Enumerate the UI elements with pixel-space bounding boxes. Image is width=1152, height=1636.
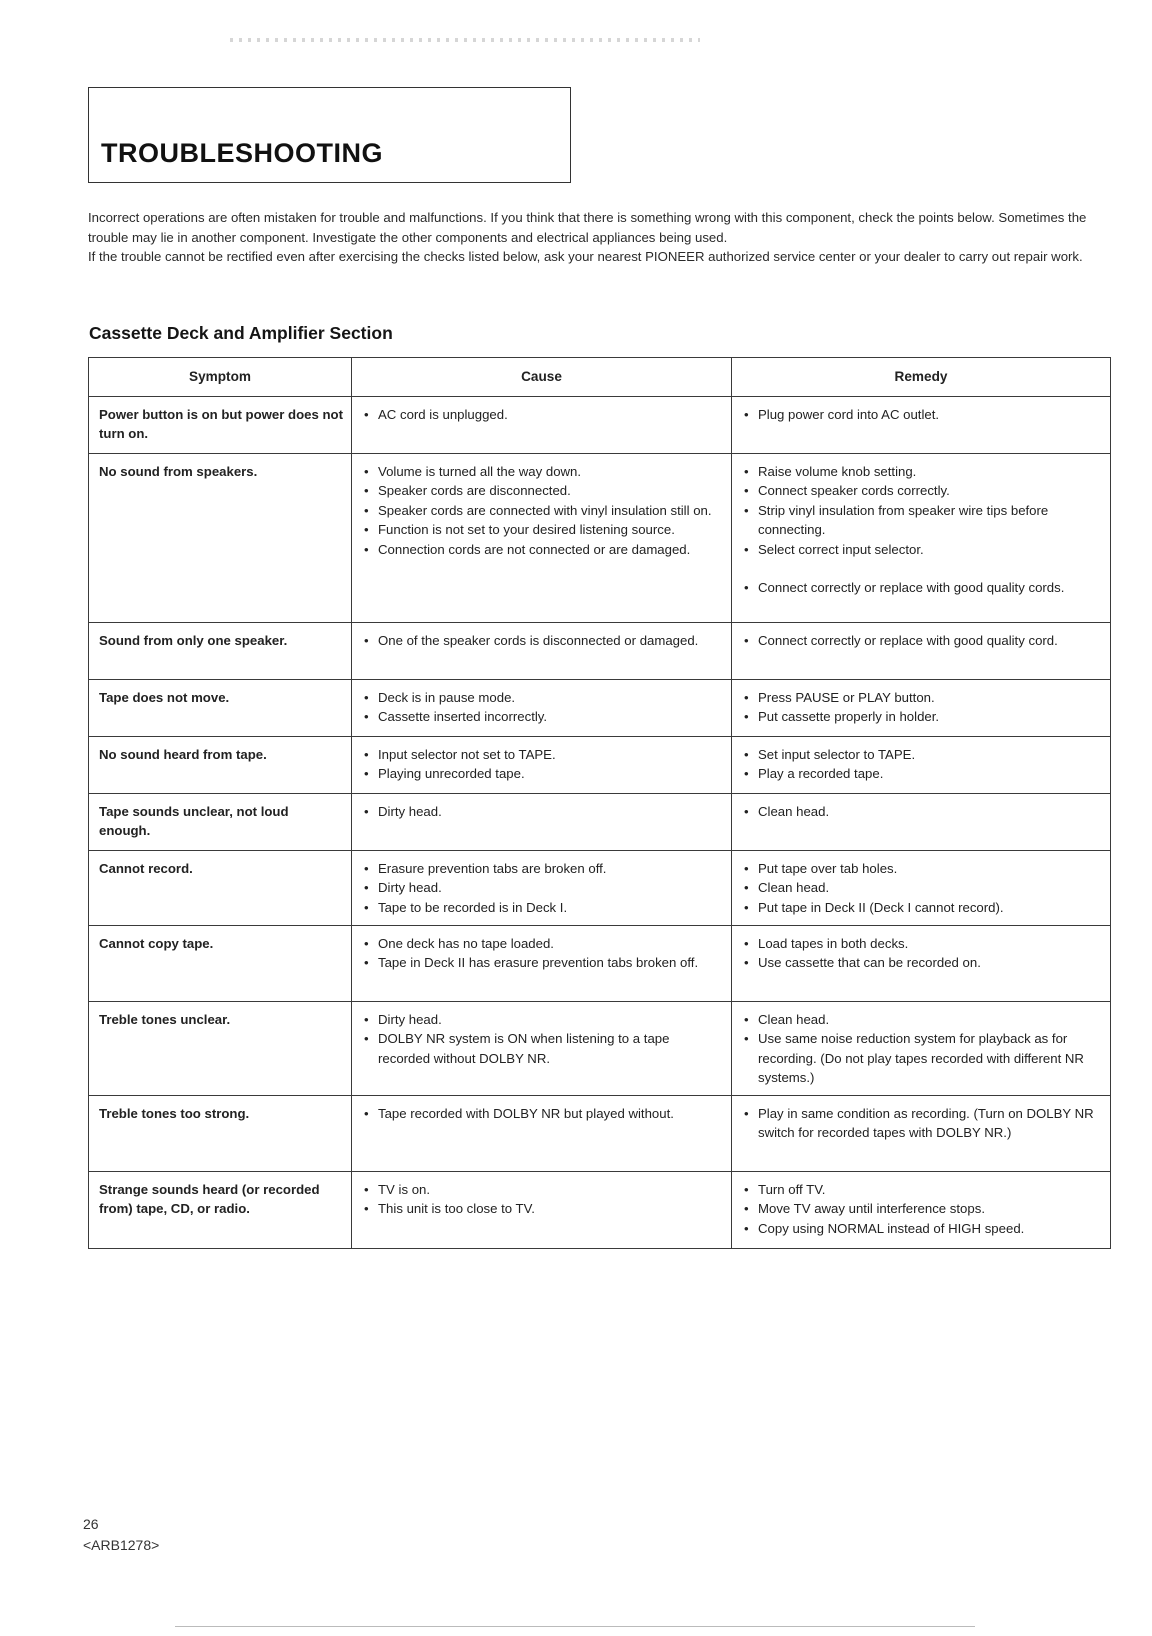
remedy-cell [732, 737, 1111, 794]
table-row [89, 680, 1111, 737]
symptom-cell: Tape does not move. [89, 680, 352, 737]
remedy-list [744, 802, 1102, 821]
cause-item: • Deck is in pause mode. [364, 688, 723, 707]
cause-cell [352, 737, 732, 794]
cause-item: • Dirty head. [364, 878, 723, 897]
remedy-list [744, 405, 1102, 424]
remedy-item: • Connect correctly or replace with good quality cords. [744, 578, 1102, 597]
cause-item: • Dirty head. [364, 802, 723, 821]
symptom-cell: No sound heard from tape. [89, 737, 352, 794]
intro-paragraph-2: If the trouble cannot be rectified even after exercising the checks listed below, ask your nearest PIONEER authorized service center or your dealer to carry out repair work. [88, 249, 1083, 265]
cause-item: • One of the speaker cords is disconnected or damaged. [364, 631, 723, 650]
remedy-list [744, 631, 1102, 650]
bottom-rule [175, 1626, 975, 1627]
table-row [89, 454, 1111, 623]
cause-list [364, 859, 723, 917]
cause-item: • Speaker cords are connected with vinyl insulation still on. [364, 501, 723, 520]
remedy-list [744, 1104, 1102, 1143]
table-row [89, 1096, 1111, 1172]
cause-item: • DOLBY NR system is ON when listening to a tape recorded without DOLBY NR. [364, 1029, 723, 1068]
header-cause: Cause [352, 358, 732, 397]
symptom-cell: Tape sounds unclear, not loud enough. [89, 794, 352, 851]
table-row [89, 737, 1111, 794]
cause-list [364, 688, 723, 727]
cause-item: • Dirty head. [364, 1010, 723, 1029]
symptom-cell: Treble tones unclear. [89, 1002, 352, 1096]
page-footer [83, 1514, 159, 1556]
page-number: 26 [83, 1516, 99, 1532]
remedy-item: • Copy using NORMAL instead of HIGH speed. [744, 1219, 1102, 1238]
remedy-item: • Clean head. [744, 878, 1102, 897]
cause-list [364, 405, 723, 424]
remedy-list [744, 462, 1102, 597]
remedy-item: • Put cassette properly in holder. [744, 707, 1102, 726]
remedy-item: • Turn off TV. [744, 1180, 1102, 1199]
cause-item: • Connection cords are not connected or are damaged. [364, 540, 723, 559]
remedy-list [744, 745, 1102, 784]
troubleshooting-table [88, 357, 1111, 1249]
symptom-cell: Power button is on but power does not turn on. [89, 397, 352, 454]
cause-item: • Erasure prevention tabs are broken off. [364, 859, 723, 878]
remedy-item: • Use same noise reduction system for playback as for recording. (Do not play tapes recorded with different NR systems.) [744, 1029, 1102, 1087]
page-title: TROUBLESHOOTING [101, 138, 383, 168]
symptom-cell: Treble tones too strong. [89, 1096, 352, 1172]
remedy-list [744, 859, 1102, 917]
cause-item: • Function is not set to your desired listening source. [364, 520, 723, 539]
remedy-list [744, 934, 1102, 973]
table-row [89, 794, 1111, 851]
remedy-item: • Connect speaker cords correctly. [744, 481, 1102, 500]
remedy-cell [732, 851, 1111, 926]
cause-list [364, 1104, 723, 1123]
remedy-item: • Connect correctly or replace with good quality cord. [744, 631, 1102, 650]
remedy-item: • Use cassette that can be recorded on. [744, 953, 1102, 972]
cause-cell [352, 397, 732, 454]
remedy-item: • Press PAUSE or PLAY button. [744, 688, 1102, 707]
remedy-item: • Clean head. [744, 802, 1102, 821]
remedy-cell [732, 1096, 1111, 1172]
remedy-item: • Strip vinyl insulation from speaker wire tips before connecting. [744, 501, 1102, 540]
cause-cell [352, 454, 732, 623]
cause-list [364, 802, 723, 821]
cause-item: • Tape to be recorded is in Deck I. [364, 898, 723, 917]
cause-cell [352, 851, 732, 926]
table-row [89, 851, 1111, 926]
remedy-list [744, 1010, 1102, 1088]
cause-list [364, 631, 723, 650]
table-row [89, 1172, 1111, 1249]
intro-paragraph-1: Incorrect operations are often mistaken for trouble and malfunctions. If you think that there is something wrong with this component, check the points below. Sometimes the trouble may lie in another component. Investigate the other components and electrical appliances being used. [88, 210, 1087, 245]
cause-list [364, 1180, 723, 1219]
scan-artifact [230, 38, 700, 42]
table-row [89, 397, 1111, 454]
cause-item: • TV is on. [364, 1180, 723, 1199]
header-remedy: Remedy [732, 358, 1111, 397]
cause-item: • Tape recorded with DOLBY NR but played without. [364, 1104, 723, 1123]
table-row [89, 623, 1111, 680]
cause-list [364, 745, 723, 784]
symptom-cell: Cannot record. [89, 851, 352, 926]
remedy-item: • Clean head. [744, 1010, 1102, 1029]
cause-cell [352, 1172, 732, 1249]
cause-item: • Speaker cords are disconnected. [364, 481, 723, 500]
remedy-item: • Put tape in Deck II (Deck I cannot record). [744, 898, 1102, 917]
header-symptom: Symptom [89, 358, 352, 397]
cause-cell [352, 680, 732, 737]
cause-cell [352, 623, 732, 680]
remedy-item: • Play a recorded tape. [744, 764, 1102, 783]
symptom-cell: Sound from only one speaker. [89, 623, 352, 680]
table-row [89, 1002, 1111, 1096]
title-box [88, 87, 571, 183]
remedy-cell [732, 1172, 1111, 1249]
remedy-cell [732, 397, 1111, 454]
symptom-cell: No sound from speakers. [89, 454, 352, 623]
cause-list [364, 462, 723, 559]
remedy-cell [732, 926, 1111, 1002]
section-heading: Cassette Deck and Amplifier Section [89, 323, 393, 343]
cause-item: • Cassette inserted incorrectly. [364, 707, 723, 726]
remedy-item: • Put tape over tab holes. [744, 859, 1102, 878]
remedy-list [744, 1180, 1102, 1238]
remedy-item: • Play in same condition as recording. (Turn on DOLBY NR switch for recorded tapes with DOLBY NR.) [744, 1104, 1102, 1143]
table-header-row [89, 358, 1111, 397]
cause-item: • AC cord is unplugged. [364, 405, 723, 424]
remedy-cell [732, 623, 1111, 680]
cause-cell [352, 1002, 732, 1096]
cause-item: • Input selector not set to TAPE. [364, 745, 723, 764]
remedy-item: • Select correct input selector. [744, 540, 1102, 559]
remedy-cell [732, 680, 1111, 737]
remedy-cell [732, 454, 1111, 623]
cause-cell [352, 926, 732, 1002]
remedy-cell [732, 794, 1111, 851]
cause-item: • This unit is too close to TV. [364, 1199, 723, 1218]
cause-item: • Volume is turned all the way down. [364, 462, 723, 481]
remedy-list [744, 688, 1102, 727]
cause-item: • Playing unrecorded tape. [364, 764, 723, 783]
remedy-item: • Plug power cord into AC outlet. [744, 405, 1102, 424]
remedy-item: • Load tapes in both decks. [744, 934, 1102, 953]
symptom-cell: Cannot copy tape. [89, 926, 352, 1002]
remedy-item: • Raise volume knob setting. [744, 462, 1102, 481]
remedy-cell [732, 1002, 1111, 1096]
cause-item: • Tape in Deck II has erasure prevention tabs broken off. [364, 953, 723, 972]
symptom-cell: Strange sounds heard (or recorded from) tape, CD, or radio. [89, 1172, 352, 1249]
intro-text [88, 208, 1118, 267]
cause-cell [352, 794, 732, 851]
remedy-item: • Set input selector to TAPE. [744, 745, 1102, 764]
remedy-item: • Move TV away until interference stops. [744, 1199, 1102, 1218]
document-code: <ARB1278> [83, 1537, 160, 1553]
table-row [89, 926, 1111, 1002]
cause-list [364, 1010, 723, 1068]
cause-item: • One deck has no tape loaded. [364, 934, 723, 953]
cause-cell [352, 1096, 732, 1172]
cause-list [364, 934, 723, 973]
